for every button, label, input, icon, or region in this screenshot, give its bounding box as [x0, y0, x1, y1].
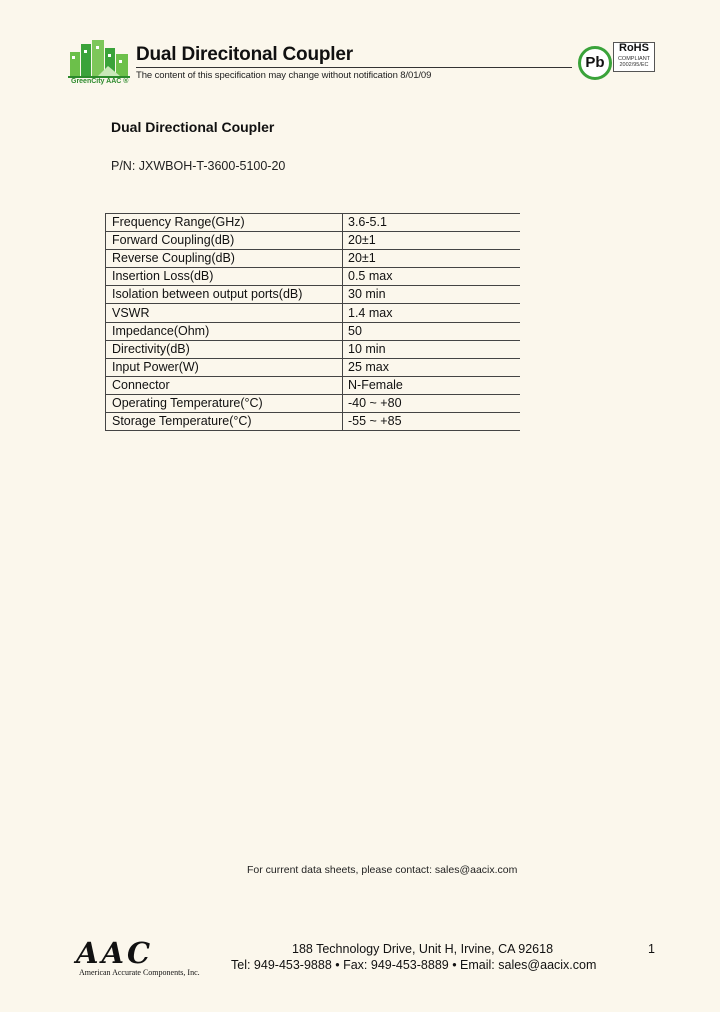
spec-value: 25 max — [343, 358, 521, 376]
header-notice: The content of this specification may change without notification 8/01/09 — [136, 70, 432, 81]
spec-value: 0.5 max — [343, 268, 521, 286]
spec-parameter: Input Power(W) — [106, 358, 343, 376]
aac-logo: AAC — [76, 936, 154, 970]
spec-parameter: Impedance(Ohm) — [106, 322, 343, 340]
header-divider — [136, 67, 572, 68]
spec-parameter: Forward Coupling(dB) — [106, 232, 343, 250]
spec-row — [106, 286, 521, 304]
pb-free-badge: Pb — [578, 46, 612, 80]
spec-value: 30 min — [343, 286, 521, 304]
spec-parameter: Operating Temperature(°C) — [106, 394, 343, 412]
footer-address: 188 Technology Drive, Unit H, Irvine, CA 92618 — [292, 942, 554, 956]
spec-row — [106, 304, 521, 322]
spec-parameter: Reverse Coupling(dB) — [106, 250, 343, 268]
spec-value: 50 — [343, 322, 521, 340]
spec-row — [106, 413, 521, 431]
spec-row — [106, 250, 521, 268]
spec-row — [106, 214, 521, 232]
spec-value: 20±1 — [343, 232, 521, 250]
spec-parameter: VSWR — [106, 304, 343, 322]
footer-phone-fax-email: Tel: 949-453-9888 • Fax: 949-453-8889 • Email: sales@aacix.com — [231, 958, 597, 972]
greencity-label: GreenCity AAC ® — [71, 78, 129, 85]
spec-value: 3.6-5.1 — [343, 214, 521, 232]
spec-value: -40 ~ +80 — [343, 394, 521, 412]
spec-parameter: Connector — [106, 376, 343, 394]
spec-parameter: Storage Temperature(°C) — [106, 413, 343, 431]
rohs-directive: 2002/95/EC — [619, 62, 649, 68]
rohs-compliant: COMPLIANT — [617, 56, 651, 62]
spec-row — [106, 376, 521, 394]
spec-row — [106, 322, 521, 340]
spec-table-body — [106, 214, 521, 431]
spec-row — [106, 394, 521, 412]
header-title: Dual Direcitonal Coupler — [136, 44, 353, 65]
aac-company-name: American Accurate Components, Inc. — [79, 968, 200, 977]
spec-row — [106, 268, 521, 286]
spec-row — [106, 340, 521, 358]
spec-value: N-Female — [343, 376, 521, 394]
spec-parameter: Insertion Loss(dB) — [106, 268, 343, 286]
spec-row — [106, 232, 521, 250]
spec-value: 20±1 — [343, 250, 521, 268]
page-number: 1 — [648, 942, 655, 956]
spec-value: 10 min — [343, 340, 521, 358]
spec-table — [105, 213, 520, 431]
rohs-title: RoHS — [619, 42, 649, 54]
rohs-subtext — [614, 56, 654, 68]
part-number: P/N: JXWBOH-T-3600-5100-20 — [111, 159, 286, 173]
spec-parameter: Isolation between output ports(dB) — [106, 286, 343, 304]
spec-row — [106, 358, 521, 376]
document-heading: Dual Directional Coupler — [111, 119, 275, 135]
spec-parameter: Directivity(dB) — [106, 340, 343, 358]
spec-value: -55 ~ +85 — [343, 413, 521, 431]
footer-contact: For current data sheets, please contact: sales@aacix.com — [247, 864, 518, 876]
spec-value: 1.4 max — [343, 304, 521, 322]
spec-parameter: Frequency Range(GHz) — [106, 214, 343, 232]
